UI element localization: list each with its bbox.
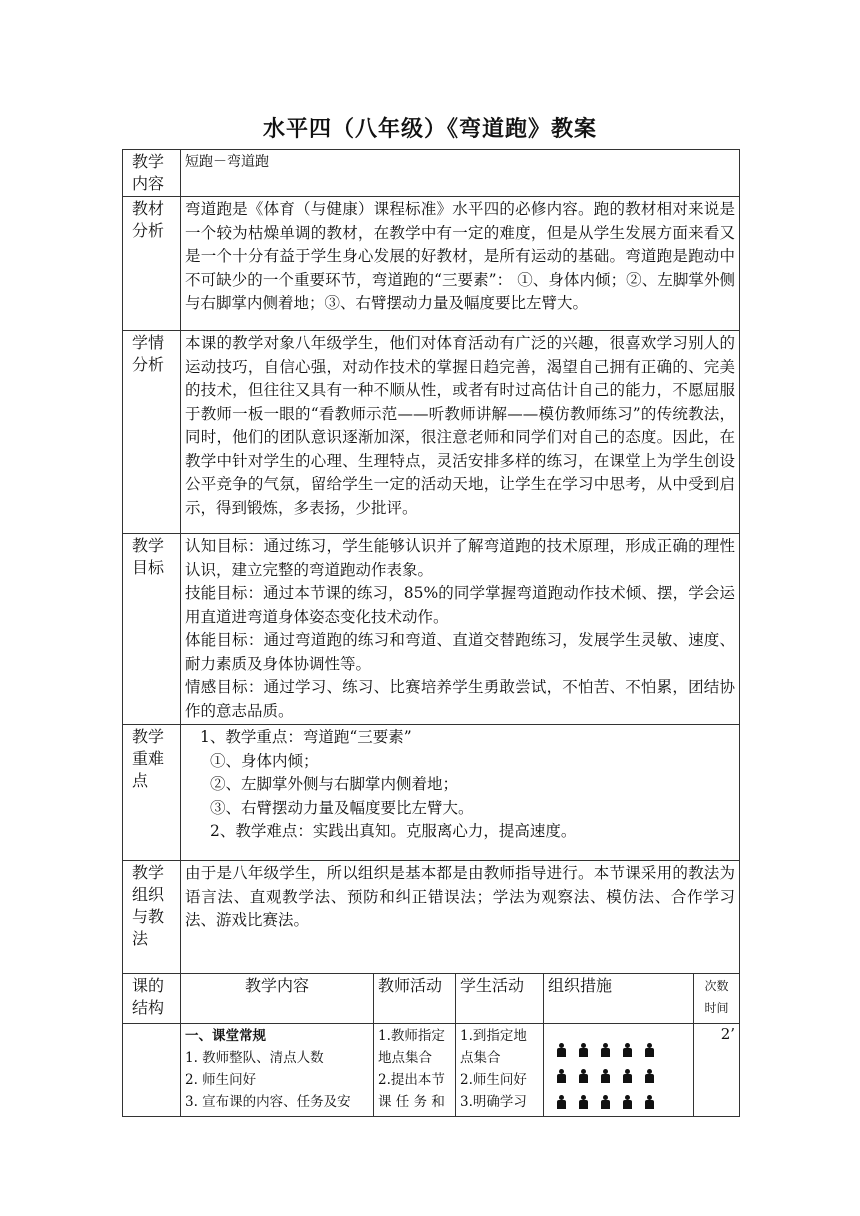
student-figure-icon <box>578 1095 588 1109</box>
key-point-focus: 1、教学重点：弯道跑“三要素” <box>200 728 412 746</box>
routine-item-2: 2. 师生问好 <box>185 1072 257 1088</box>
cell-routine-content <box>181 1024 374 1117</box>
routine-item-1: 1. 教师整队、清点人数 <box>185 1050 324 1066</box>
student-figure-icon <box>644 1069 654 1083</box>
goal-emotional: 情感目标：通过学习、练习、比赛培养学生勇敢尝试，不怕苦、不怕累，团结协作的意志品质。 <box>185 678 736 720</box>
student-figure-icon <box>622 1095 632 1109</box>
teacher-activity-line: 1.教师指定 <box>378 1028 445 1044</box>
key-point-item-3: ③、右臂摆动力量及幅度要比左臂大。 <box>210 798 474 817</box>
label-key-points: 教学 重难 点 <box>123 725 181 861</box>
student-figure-icon <box>600 1095 610 1109</box>
teacher-activity-line: 课 任 务 和 <box>378 1094 445 1110</box>
student-figure-icon <box>622 1069 632 1083</box>
student-figure-icon <box>644 1043 654 1057</box>
student-figure-icon <box>578 1043 588 1057</box>
label-organization-methods: 教学 组织 与教 法 <box>123 861 181 974</box>
goal-cognitive: 认知目标：通过练习，学生能够认识并了解弯道跑的技术原理，形成正确的理性认识，建立完整的弯道跑动作表象。 <box>185 537 736 579</box>
goal-skill: 技能目标：通过本节课的练习，85%的同学掌握弯道跑动作技术倾、摆，学会运用直道进弯道身体姿态变化技术动作。 <box>185 584 736 626</box>
cell-routine-time: 2’ <box>694 1024 740 1117</box>
label-teaching-content: 教学 内容 <box>123 150 181 197</box>
lesson-plan-table <box>122 149 740 1117</box>
header-organization: 组织措施 <box>544 974 694 1024</box>
row-teaching-goals <box>123 534 740 725</box>
row-structure-header <box>123 974 740 1024</box>
key-point-item-1: ①、身体内倾； <box>210 751 319 770</box>
key-point-item-2: ②、左脚掌外侧与右脚掌内侧着地； <box>210 775 459 793</box>
student-figure-icon <box>644 1095 654 1109</box>
row-key-points <box>123 725 740 861</box>
student-formation <box>548 1043 689 1109</box>
row-teaching-content <box>123 150 740 197</box>
goal-fitness: 体能目标：通过弯道跑的练习和弯道、直道交替跑练习，发展学生灵敏、速度、耐力素质及身体协调性等。 <box>185 631 736 673</box>
row-material-analysis <box>123 197 740 331</box>
value-material-analysis: 弯道跑是《体育（与健康）课程标准》水平四的必修内容。跑的教材相对来说是一个较为枯燥单调的教材，在教学中有一定的难度，但是从学生发展方面来看又是一个十分有益于学生身心发展的好教材，是所有运动的基础。弯道跑是跑动中不可缺少的一个重要环节，弯道跑的“三要素”： ①、身体内倾；②、左脚掌外侧与右脚掌内侧着地；③、右臂摆动力量及幅度要比左臂大。 <box>181 197 740 331</box>
routine-heading: 一、课堂常规 <box>185 1028 266 1044</box>
value-organization-methods: 由于是八年级学生，所以组织是基本都是由教师指导进行。本节课采用的教法为语言法、直观教学法、预防和纠正错误法；学法为观察法、模仿法、合作学习法、游戏比赛法。 <box>181 861 740 974</box>
student-figure-icon <box>556 1043 566 1057</box>
student-figure-icon <box>600 1069 610 1083</box>
value-key-points <box>181 725 740 861</box>
routine-item-3: 3. 宣布课的内容、任务及安 <box>185 1094 351 1110</box>
teacher-activity-line: 2.提出本节 <box>378 1072 445 1088</box>
student-figure-icon <box>556 1069 566 1083</box>
key-point-difficulty: 2、教学难点：实践出真知。克服离心力，提高速度。 <box>210 822 577 840</box>
label-teaching-goals: 教学 目标 <box>123 534 181 725</box>
student-figure-icon <box>578 1069 588 1083</box>
header-times-duration: 次数 时间 <box>694 974 740 1024</box>
label-material-analysis: 教材 分析 <box>123 197 181 331</box>
student-activity-line: 1.到指定地 <box>460 1028 527 1044</box>
header-teaching-content: 教学内容 <box>181 974 374 1024</box>
row-student-analysis <box>123 331 740 534</box>
student-activity-line: 2.师生问好 <box>460 1072 527 1088</box>
value-student-analysis: 本课的教学对象八年级学生，他们对体育活动有广泛的兴趣，很喜欢学习别人的运动技巧，自信心强，对动作技术的掌握日趋完善，渴望自己拥有正确的、完美的技术，但往往又具有一种不顺从性，或者有时过高估计自己的能力，不愿屈服于教师一板一眼的“看教师示范——听教师讲解——模仿教师练习”的传统教法，同时，他们的团队意识逐渐加深，很注意老师和同学们对自己的态度。因此，在教学中针对学生的心理、生理特点，灵活安排多样的练习，在课堂上为学生创设公平竞争的气氛，留给学生一定的活动天地，让学生在学习中思考，从中受到启示，得到锻炼，多表扬，少批评。 <box>181 331 740 534</box>
header-teacher-activity: 教师活动 <box>374 974 456 1024</box>
cell-structure-empty <box>123 1024 181 1117</box>
student-figure-icon <box>600 1043 610 1057</box>
cell-formation-diagram <box>544 1024 694 1117</box>
header-student-activity: 学生活动 <box>456 974 544 1024</box>
cell-teacher-activity <box>374 1024 456 1117</box>
row-class-routine <box>123 1024 740 1117</box>
header-lesson-structure: 课的 结构 <box>123 974 181 1024</box>
value-teaching-goals <box>181 534 740 725</box>
value-teaching-content: 短跑－弯道跑 <box>181 150 740 197</box>
student-activity-line: 点集合 <box>460 1050 501 1066</box>
teacher-activity-line: 地点集合 <box>378 1050 432 1066</box>
label-student-analysis: 学情 分析 <box>123 331 181 534</box>
page-title: 水平四（八年级）《弯道跑》教案 <box>262 117 597 142</box>
student-figure-icon <box>556 1095 566 1109</box>
row-organization-methods <box>123 861 740 974</box>
cell-student-activity <box>456 1024 544 1117</box>
student-figure-icon <box>622 1043 632 1057</box>
student-activity-line: 3.明确学习 <box>460 1094 527 1110</box>
